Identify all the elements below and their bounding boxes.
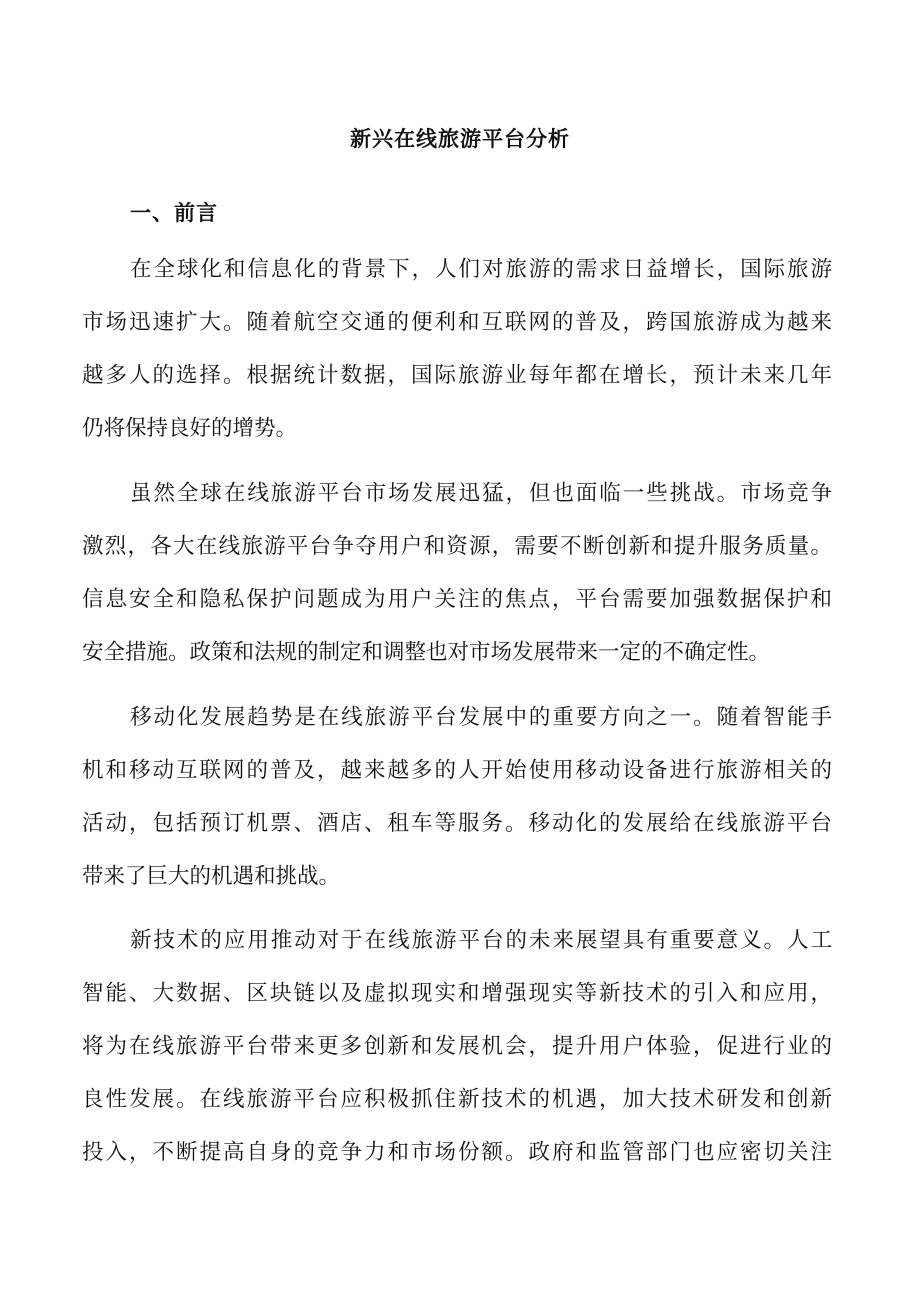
paragraph-line: 信息安全和隐私保护问题成为用户关注的焦点，平台需要加强数据保护和	[82, 587, 832, 612]
paragraph-line: 带来了巨大的机遇和挑战。	[82, 864, 341, 889]
paragraph-line: 虽然全球在线旅游平台市场发展迅猛，但也面临一些挑战。市场竞争	[130, 481, 832, 506]
paragraph-line: 在全球化和信息化的背景下，人们对旅游的需求日益增长，国际旅游	[130, 257, 832, 282]
paragraph-line: 市场迅速扩大。随着航空交通的便利和互联网的普及，跨国旅游成为越来	[82, 310, 832, 335]
paragraph-line: 新技术的应用推动对于在线旅游平台的未来展望具有重要意义。人工	[130, 928, 832, 953]
paragraph-line: 智能、大数据、区块链以及虚拟现实和增强现实等新技术的引入和应用，	[82, 981, 832, 1006]
section-heading: 一、前言	[130, 200, 218, 225]
paragraph-1	[82, 255, 832, 467]
paragraph-line: 安全措施。政策和法规的制定和调整也对市场发展带来一定的不确定性。	[82, 640, 771, 665]
document-title: 新兴在线旅游平台分析	[350, 126, 570, 151]
paragraph-4	[82, 926, 832, 1191]
paragraph-2	[82, 479, 832, 691]
paragraph-line: 投入，不断提高自身的竞争力和市场份额。政府和监管部门也应密切关注	[82, 1140, 832, 1165]
paragraph-line: 将为在线旅游平台带来更多创新和发展机会，提升用户体验，促进行业的	[82, 1034, 832, 1059]
paragraph-3	[82, 703, 832, 915]
paragraph-line: 仍将保持良好的增势。	[82, 416, 298, 441]
paragraph-line: 越多人的选择。根据统计数据，国际旅游业每年都在增长，预计未来几年	[82, 363, 832, 388]
paragraph-line: 机和移动互联网的普及，越来越多的人开始使用移动设备进行旅游相关的	[82, 758, 832, 783]
paragraph-line: 激烈，各大在线旅游平台争夺用户和资源，需要不断创新和提升服务质量。	[82, 534, 832, 559]
paragraph-line: 移动化发展趋势是在线旅游平台发展中的重要方向之一。随着智能手	[130, 705, 832, 730]
paragraph-line: 良性发展。在线旅游平台应积极抓住新技术的机遇，加大技术研发和创新	[82, 1087, 832, 1112]
paragraph-line: 活动，包括预订机票、酒店、租车等服务。移动化的发展给在线旅游平台	[82, 811, 832, 836]
